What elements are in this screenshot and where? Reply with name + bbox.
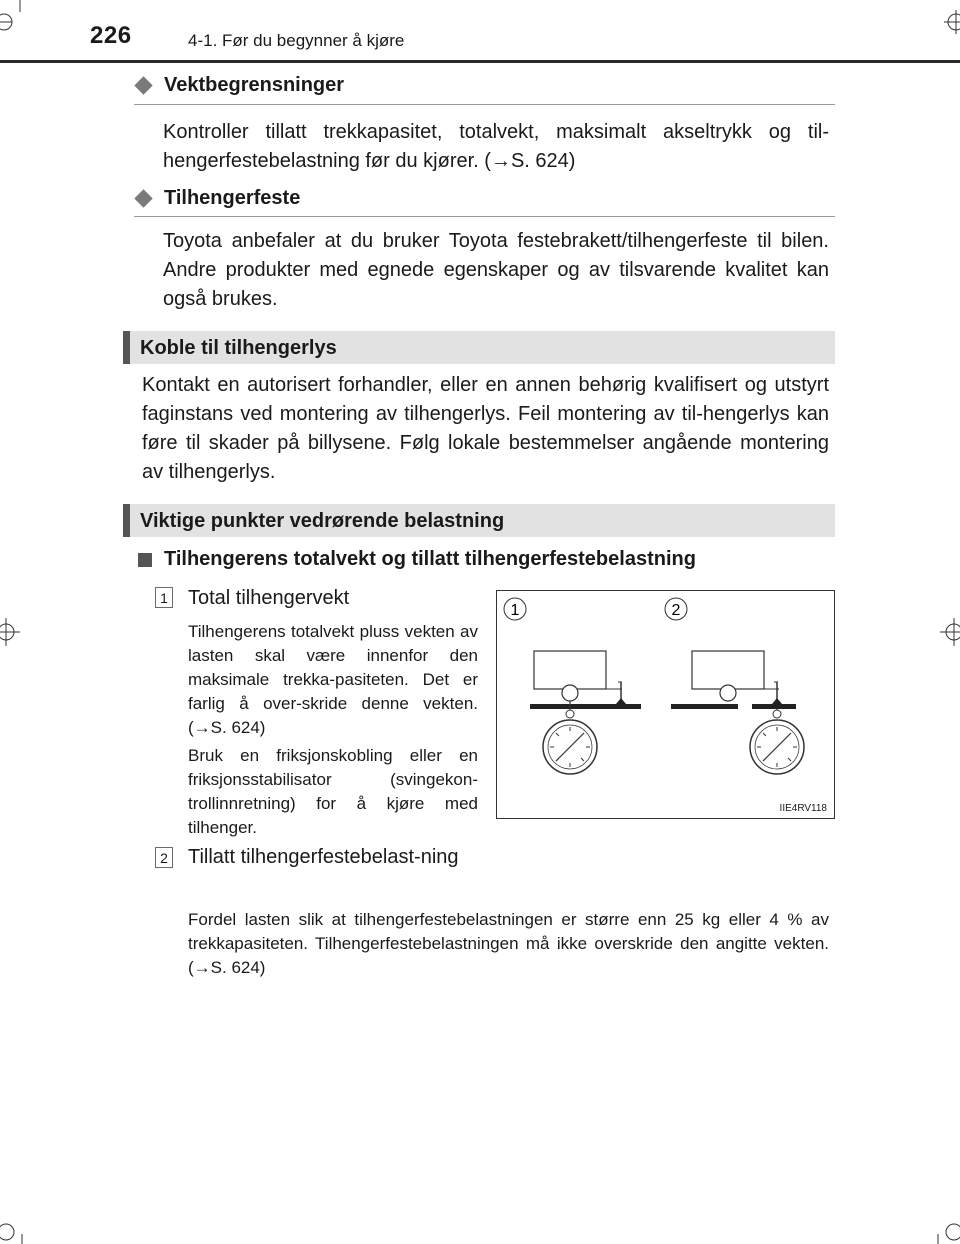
- crop-mark-top-left: [0, 0, 40, 50]
- header-rule: [0, 60, 960, 63]
- page-number: 226: [90, 22, 132, 49]
- diamond-bullet-icon: [134, 189, 152, 207]
- item-1-note: Bruk en friksjonskobling eller en friksjonsstabilisator (svingekon-trollinnretning) for å kjøre med tilhenger.: [188, 746, 478, 837]
- item-1-title: Total tilhengervekt: [188, 587, 350, 609]
- running-header: 4-1. Før du begynner å kjøre: [188, 31, 405, 50]
- item-2-title: Tillatt tilhengerfestebelast-ning: [188, 846, 459, 868]
- hitch-text: Toyota anbefaler at du bruker Toyota festebrakett/tilhengerfeste til bilen. Andre produkter med egnede egenskaper og av tilsvarende kvalitet kan også brukes.: [163, 230, 829, 310]
- crop-mark-mid-right: [936, 612, 960, 652]
- crop-mark-top-right: [920, 0, 960, 50]
- load-subheading-text: Tilhengerens totalvekt og tillatt tilhengerfestebelastning: [164, 548, 696, 570]
- divider: [134, 216, 835, 217]
- figure-code: IIE4RV118: [779, 803, 827, 814]
- lights-section-heading: Koble til tilhengerlys: [123, 331, 835, 364]
- item-2-text: Fordel lasten slik at tilhengerfestebelastningen er større enn 25 kg eller 4 % av trekkapasiteten. Tilhengerfestebelastningen må ikke overskride den angitte vekten. (→S. 624): [188, 910, 829, 977]
- item-1-text: Tilhengerens totalvekt pluss vekten av lasten skal være innenfor den maksimale trekka-pasiteten. Det er farlig å over-skride denne vekten. (→S. 624): [188, 622, 478, 737]
- trailer-weight-diagram: [496, 590, 835, 819]
- load-section-heading: Viktige punkter vedrørende belastning: [123, 504, 835, 537]
- item-number-badge: 1: [155, 587, 173, 608]
- weight-limits-text: Kontroller tillatt trekkapasitet, totalvekt, maksimalt akseltrykk og til-hengerfestebelastning før du kjører. (→S. 624): [163, 121, 829, 172]
- figure-label-2: 2: [671, 602, 681, 619]
- crop-mark-bottom-right: [920, 1204, 960, 1244]
- item-number-badge: 2: [155, 847, 173, 868]
- diamond-bullet-icon: [134, 76, 152, 94]
- weight-limits-heading: [134, 74, 344, 97]
- load-subheading: [138, 548, 696, 571]
- figure-label-1: 1: [510, 602, 520, 619]
- lights-text: Kontakt en autorisert forhandler, eller en annen behørig kvalifisert og utstyrt faginstans ved montering av tilhengerlys. Feil montering av til-hengerlys kan føre til skader på billysene. Følg lokale bestemmelser angående montering av tilhengerlys.: [142, 374, 829, 483]
- hitch-heading: [134, 187, 300, 210]
- weight-limits-heading-text: Vektbegrensninger: [164, 74, 345, 96]
- crop-mark-mid-left: [0, 612, 24, 652]
- square-bullet-icon: [138, 553, 152, 567]
- hitch-heading-text: Tilhengerfeste: [164, 187, 301, 209]
- divider: [134, 104, 835, 105]
- crop-mark-bottom-left: [0, 1204, 40, 1244]
- trailer-weight-figure: [496, 590, 835, 819]
